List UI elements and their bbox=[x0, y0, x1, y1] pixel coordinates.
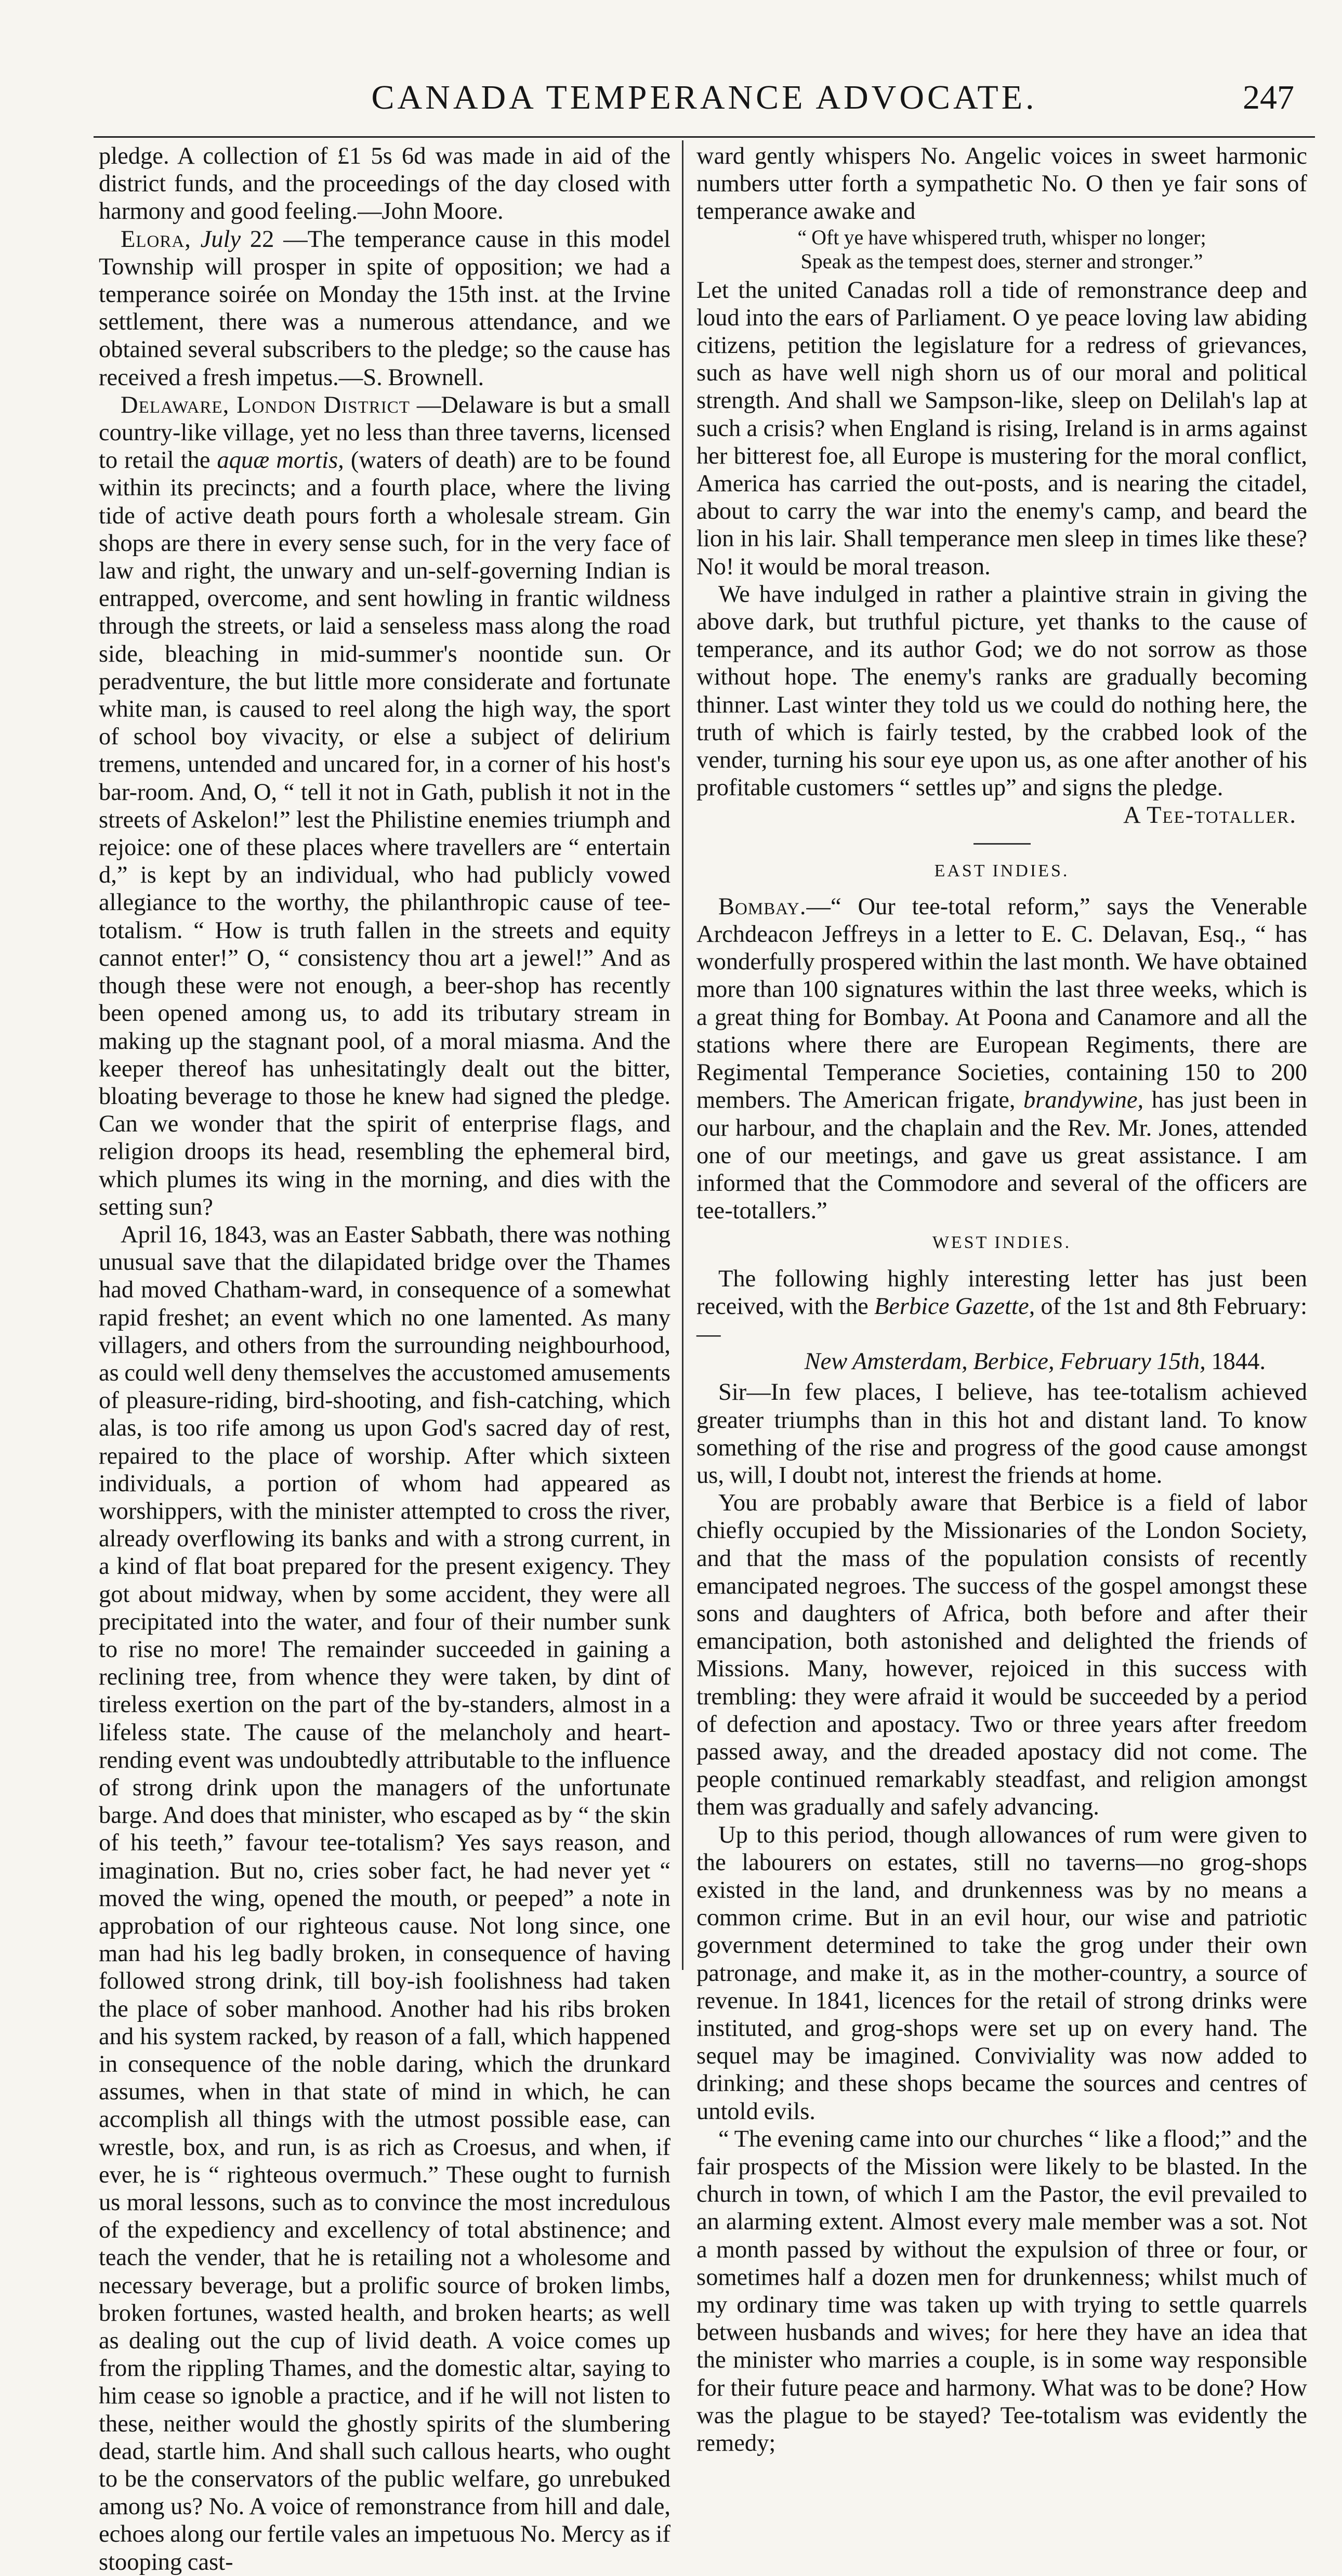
delaware-text-1: —Delaware is but a small country-like village, yet no less than three taverns, licensed to retail the bbox=[99, 391, 671, 474]
section-divider bbox=[973, 843, 1031, 845]
paragraph-april: April 16, 1843, was an Easter Sabbath, there was nothing unusual save that the dilapidated bridge over the Thames had moved Chatham-ward, in consequence of a somewhat rapid freshet; an event which no one lamented. As many villagers, and others from the surrounding neighbourhood, as could well deny themselves the accustomed amusements of pleasure-riding, bird-shooting, and fish-catching, which alas, is too rife among us upon God's sacred day of rest, repaired to the place of worship. After which sixteen individuals, a portion of whom had appeared as worshippers, with the minister attempted to cross the river, already overflowing its banks and with a strong current, in a kind of flat boat prepared for the present exigency. They got about midway, when by some accident, they were all precipitated into the water, and four of their number sunk to rise no more! The remainder succeeded in gaining a reclining tree, from whence they were taken, by dint of tireless exertion on the part of the by-standers, almost in a lifeless state. The cause of the melancholy and heart-rending event was undoubtedly attributable to the influence of strong drink upon the managers of the unfortunate barge. And does that minister, who escaped as by “ the skin of his teeth,” favour tee-totalism? Yes says reason, and imagination. But no, cries sober fact, he had never yet “ moved the wing, opened the mouth, or peeped” a note in approbation of our righteous cause. Not long since, one man had his leg badly broken, in consequence of having followed strong drink, till boy-ish foolishness had taken the place of sober manhood. Another had his ribs broken and his system racked, by reason of a fall, which happened in consequence of the noble daring, which the drunkard assumes, when in that state of mind in which, he can accomplish all things with the utmost possible ease, can wrestle, box, and run, is as rich as Croesus, and when, if ever, he is “ righteous overmuch.” These ought to furnish us moral lessons, such as to convince the most incredulous of the expediency and excellency of total abstinence; and teach the vender, that he is retailing not a wholesome and necessary beverage, but a prolific source of broken limbs, broken fortunes, wasted health, and broken hearts; as well as dealing out the cup of livid death. A voice comes up from the rippling Thames, and the domestic altar, saying to him cease so ignoble a practice, and if he will not listen to these, neither would the ghostly spirits of the slumbering dead, startle him. And shall such callous hearts, who ought to be the conservators of the public welfare, go unrebuked among us? No. A voice of remonstrance from hill and dale, echoes along our fertile vales an impetuous No. Mercy as if stooping cast- bbox=[99, 1221, 670, 2575]
dateline-year: 1844. bbox=[1205, 1348, 1266, 1375]
verse-line-1: “ Oft ye have whispered truth, whisper no longer; bbox=[797, 225, 1206, 249]
date-elora: July bbox=[200, 226, 241, 253]
paragraph-elora bbox=[99, 226, 670, 391]
signature: A Tee-totaller. bbox=[1123, 802, 1297, 829]
place-bombay: Bombay. bbox=[718, 893, 807, 920]
paragraph-continued: ward gently whispers No. Angelic voices in sweet harmonic numbers utter forth a sympathetic No. O then ye fair sons of temperance awake and bbox=[696, 143, 1307, 225]
verse-line-2: Speak as the tempest does, sterner and stronger.” bbox=[800, 249, 1203, 273]
bombay-text-2: has just been in our harbour, and the chaplain and the Rev. Mr. Jones, attended one of our meetings, and gave us great assistance. I am informed that the Commodore and several of the officers are tee-totallers.” bbox=[696, 1087, 1307, 1225]
latin-phrase: aquæ mortis, bbox=[217, 447, 344, 474]
heading-east-indies: EAST INDIES. bbox=[934, 861, 1070, 880]
place-elora: Elora, bbox=[121, 226, 191, 253]
column-divider bbox=[682, 140, 683, 1970]
paragraph-canadas: Let the united Canadas roll a tide of remonstrance deep and loud into the ears of Parliament. O ye peace loving law abiding citizens, petition the legislature for a redress of grievances, such as have well nigh shorn us of our moral and political strength. And shall we Sampson-like, sleep on Delilah's lap at such a crisis? when England is rising, Ireland is in arms against her bitterest foe, all Europe is mustering for the moral conflict, America has carried the out-posts, and is nearing the citadel, about to carry the war into the enemy's camp, and beard the lion in his lair. Shall temperance men sleep in times like these? No! it would be moral treason. bbox=[696, 277, 1307, 580]
paragraph-evening: “ The evening came into our churches “ like a flood;” and the fair prospects of the Mission were likely to be blasted. In the church in town, of which I am the Pastor, the evil prevailed to an alarming extent. Almost every male member was a sot. Not a month passed by without the expulsion of three or four, or sometimes half a dozen men for drunkenness; whilst much of my ordinary time was taken up with trying to settle quarrels between husbands and wives; for here they have an idea that the minister who marries a couple, is in some way responsible for their future peace and harmony. What was to be done? How was the plague to be stayed? Tee-totalism was evidently the remedy; bbox=[696, 2125, 1307, 2457]
header-rule bbox=[94, 136, 1315, 138]
heading-west-indies: WEST INDIES. bbox=[932, 1233, 1072, 1253]
right-column bbox=[696, 142, 1307, 2457]
letter-dateline bbox=[696, 1348, 1266, 1375]
dateline-place: New Amsterdam, Berbice, February 15th, bbox=[804, 1348, 1206, 1375]
paragraph-aware: You are probably aware that Berbice is a field of labor chiefly occupied by the Missionaries of the London Society, and that the mass of the population consists of recently emancipated negroes. The success of the gospel amongst these sons and daughters of Africa, both before and after their emancipation, both astonished and delighted the friends of Missions. Many, however, rejoiced in this success with trembling: they were afraid it would be succeeded by a period of defection and apostacy. Two or three years after freedom passed away, and the dreaded apostacy did not come. The people continued remarkably steadfast, and religion amongst them was gradually and safely advancing. bbox=[696, 1490, 1307, 1821]
masthead-title: CANADA TEMPERANCE ADVOCATE. bbox=[371, 78, 1037, 116]
delaware-text-2: (waters of death) are to be found within its precincts; and a fourth place, where the living tide of active death pours forth a wholesale stream. Gin shops are there in every sense such, for in the very face of law and right, the unwary and un-self-governing Indian is entrapped, overcome, and sent howling in frantic wildness through the streets, or laid a senseless mass along the road side, bleaching in mid-summer's noontide sun. Or peradventure, the but little more considerate and fortunate white man, is caused to reel along the high way, the sport of school boy vivacity, or else a subject of delirium tremens, untended and uncared for, in a corner of his host's bar-room. And, O, “ tell it not in Gath, publish it not in the streets of Askelon!” lest the Philistine enemies triumph and rejoice: one of these places where travellers are “ entertain d,” is kept by an individual, who had publicly vowed allegiance to the worthy, the philanthropic cause of tee-totalism. “ How is truth fallen in the streets and equity cannot enter!” O, “ consistency thou art a jewel!” And as though these were not enough, a beer-shop has recently been opened among us, to add its tributary stream in making up the stagnant pool, of a moral miasma. And the keeper thereof has unhesitatingly dealt out the bitter, bloating beverage to those he knew had signed the pledge. Can we wonder that the spirit of enterprise flags, and religion droops its head, resembling the ephemeral bird, which plumes its wing in the morning, and dies with the setting sun? bbox=[99, 447, 670, 1220]
paragraph-following bbox=[696, 1265, 1307, 1348]
paragraph-indulged: We have indulged in rather a plaintive strain in giving the above dark, but truthful picture, yet thanks to the cause of temperance, and its author God; we do not sorrow as those without hope. The enemy's ranks are gradually becoming thinner. Last winter they told us we could do nothing here, the truth of which is fairly tested, by the crabbed look of the vender, turning his sour eye upon us, as one after another of his profitable customers “ settles up” and signs the pledge. bbox=[696, 581, 1307, 801]
paragraph-delaware bbox=[99, 391, 670, 1221]
page-header bbox=[94, 73, 1315, 135]
verse-quote bbox=[696, 226, 1307, 273]
ship-name: brandywine, bbox=[1023, 1087, 1144, 1114]
page-number: 247 bbox=[1243, 78, 1294, 116]
left-column bbox=[99, 142, 670, 2576]
elora-text: 22 —The temperance cause in this model Township will prosper in spite of opposition; we had a temperance soirée on Monday the 15th inst. at the Irvine settlement, there was a numerous attendance, and we obtained several subscribers to the pledge; so the cause has received a fresh impetus.—S. Brownell. bbox=[99, 226, 671, 391]
bombay-text-1: —“ Our tee-total reform,” says the Venerable Archdeacon Jeffreys in a letter to E. C. Delavan, Esq., “ has wonderfully prospered within the last month. We have obtained more than 100 signatures within the last three weeks, which is a great thing for Bombay. At Poona and Canamore and all the stations where there are European Regiments, there are Regimental Temperance Societies, containing 150 to 200 members. The American frigate, bbox=[696, 893, 1307, 1114]
following-text-2: of the 1st and 8th February:— bbox=[696, 1293, 1307, 1347]
paragraph-pledge: pledge. A collection of £1 5s 6d was made in aid of the district funds, and the proceedings of the day closed with harmony and good feeling.—John Moore. bbox=[99, 143, 670, 225]
paragraph-sir: Sir—In few places, I believe, has tee-totalism achieved greater triumphs than in this hot and distant land. To know something of the rise and progress of the good cause amongst us, will, I doubt not, interest the friends at home. bbox=[696, 1379, 1307, 1489]
following-text-1: The following highly interesting letter has just been received, with the bbox=[696, 1265, 1307, 1320]
newspaper-name: Berbice Gazette, bbox=[874, 1293, 1035, 1320]
paragraph-upto: Up to this period, though allowances of rum were given to the labourers on estates, still no taverns—no grog-shops existed in the land, and drunkenness was by no means a common crime. But in an evil hour, our wise and patriotic government determined to take the grog under their own patronage, and make it, as in the mother-country, a source of revenue. In 1841, licences for the retail of strong drinks were instituted, and grog-shops were set up on every hand. The sequel may be imagined. Conviviality was now added to drinking; and these shops became the sources and centres of untold evils. bbox=[696, 1821, 1307, 2125]
paragraph-bombay bbox=[696, 893, 1307, 1225]
place-delaware: Delaware, London District bbox=[121, 391, 410, 418]
